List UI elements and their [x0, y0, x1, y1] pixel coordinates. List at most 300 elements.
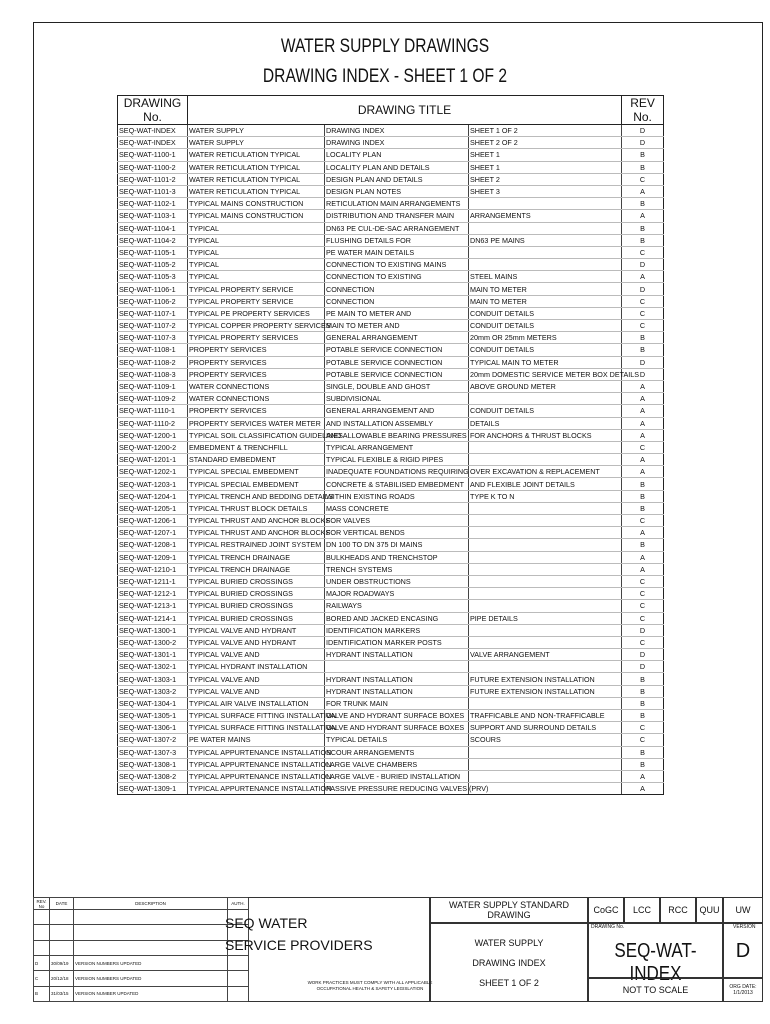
drawing-number: SEQ-WAT-1304-1	[118, 697, 188, 709]
title-part-1: TYPICAL COPPER PROPERTY SERVICES	[189, 321, 331, 331]
title-part-3: CONDUIT DETAILS	[469, 344, 622, 356]
title-part-1: TYPICAL TRENCH DRAINAGE	[188, 563, 325, 575]
lcc-cell: LCC	[624, 897, 660, 923]
drawing-number: SEQ-WAT-1105-1	[118, 246, 188, 258]
title-part-2: GENERAL ARRANGEMENT	[325, 332, 469, 344]
table-row	[118, 356, 664, 368]
title-part-3: TYPE K TO N	[469, 490, 622, 502]
drawing-number: SEQ-WAT-1100-2	[118, 161, 188, 173]
table-row	[118, 283, 664, 295]
table-row	[118, 222, 664, 234]
title-part-2: DN63 PE CUL-DE-SAC ARRANGEMENT	[325, 222, 469, 234]
drawing-number: SEQ-WAT-1307-2	[118, 734, 188, 746]
title-part-3	[469, 454, 622, 466]
title-part-2: POTABLE SERVICE CONNECTION	[325, 344, 469, 356]
title-part-3: SHEET 2 OF 2	[469, 137, 622, 149]
title-part-3	[469, 746, 622, 758]
table-header	[118, 96, 664, 125]
title-part-3	[469, 441, 622, 453]
revision: A	[622, 466, 664, 478]
revision: D	[622, 368, 664, 380]
table-row	[118, 490, 664, 502]
revision: B	[622, 222, 664, 234]
sheet-subtitle: DRAWING INDEX - SHEET 1 OF 2	[262, 66, 508, 87]
title-part-1: TYPICAL VALVE AND	[188, 649, 325, 661]
title-part-3: 20mm OR 25mm METERS	[469, 332, 622, 344]
table-row	[118, 259, 664, 271]
revision: B	[622, 758, 664, 770]
title-part-3: SHEET 1	[469, 149, 622, 161]
revision: B	[622, 697, 664, 709]
header-drawing-title: DRAWING TITLE	[188, 96, 622, 125]
title-part-1: TYPICAL APPURTENANCE INSTALLATION	[189, 772, 332, 782]
title-part-3	[469, 563, 622, 575]
table-row	[118, 173, 664, 185]
title-part-2: TYPICAL FLEXIBLE & RIGID PIPES	[325, 454, 469, 466]
title-part-2: MAIN TO METER AND	[325, 320, 469, 332]
revision: C	[622, 173, 664, 185]
title-part-2: FOR VALVES	[325, 515, 469, 527]
revision: C	[622, 575, 664, 587]
title-part-3: FOR ANCHORS & THRUST BLOCKS	[469, 429, 622, 441]
table-row	[118, 612, 664, 624]
title-part-1: TYPICAL PE PROPERTY SERVICES	[188, 307, 325, 319]
title-part-2: RAILWAYS	[325, 600, 469, 612]
title-part-3: TRAFFICABLE AND NON-TRAFFICABLE	[469, 710, 622, 722]
title-part-2: DESIGN PLAN AND DETAILS	[325, 173, 469, 185]
title-part-3	[469, 600, 622, 612]
drawing-number: SEQ-WAT-1108-2	[118, 356, 188, 368]
title-part-3: PIPE DETAILS	[469, 612, 622, 624]
revision: D	[622, 661, 664, 673]
title-part-1: TYPICAL	[188, 234, 325, 246]
title-part-1: TYPICAL RESTRAINED JOINT SYSTEM	[188, 539, 325, 551]
title-part-3: MAIN TO METER	[469, 295, 622, 307]
drawing-number: SEQ-WAT-1205-1	[118, 502, 188, 514]
table-row	[118, 441, 664, 453]
title-part-3	[469, 515, 622, 527]
title-part-2: AND ALLOWABLE BEARING PRESSURES	[326, 430, 467, 440]
title-part-3	[469, 697, 622, 709]
title-part-2: CONNECTION	[325, 283, 469, 295]
title-part-2: POTABLE SERVICE CONNECTION	[325, 356, 469, 368]
title-part-3: OVER EXCAVATION & REPLACEMENT	[469, 466, 622, 478]
drawing-index-table	[117, 95, 664, 795]
revision: D	[622, 283, 664, 295]
title-part-3: FUTURE EXTENSION INSTALLATION	[469, 673, 622, 685]
drawing-number: SEQ-WAT-1104-2	[118, 234, 188, 246]
revision: D	[622, 125, 664, 137]
org-date-cell	[723, 978, 763, 1002]
table-row	[118, 332, 664, 344]
table-row	[118, 137, 664, 149]
drawing-number: SEQ-WAT-1210-1	[118, 563, 188, 575]
title-part-3: SHEET 1 OF 2	[469, 125, 622, 137]
title-part-1: WATER RETICULATION TYPICAL	[188, 185, 325, 197]
uw-cell: UW	[723, 897, 763, 923]
title-part-1: WATER CONNECTIONS	[188, 393, 325, 405]
table-row	[118, 746, 664, 758]
revision: B	[622, 746, 664, 758]
title-part-3: STEEL MAINS	[469, 271, 622, 283]
drawing-number: SEQ-WAT-1209-1	[118, 551, 188, 563]
title-part-2: PE MAIN TO METER AND	[325, 307, 469, 319]
table-row	[118, 234, 664, 246]
title-part-1: TYPICAL VALVE AND HYDRANT	[188, 636, 325, 648]
title-part-1: TYPICAL PROPERTY SERVICE	[188, 283, 325, 295]
title-part-1: STANDARD EMBEDMENT	[188, 454, 325, 466]
drawing-number: SEQ-WAT-1102-1	[118, 198, 188, 210]
revision: B	[622, 502, 664, 514]
title-part-2: DISTRIBUTION AND TRANSFER MAIN	[325, 210, 469, 222]
revision: B	[622, 490, 664, 502]
title-part-3: MAIN TO METER	[469, 283, 622, 295]
revision: B	[622, 332, 664, 344]
drawing-number: SEQ-WAT-INDEX	[614, 940, 697, 985]
title-part-1: TYPICAL AIR VALVE INSTALLATION	[188, 697, 325, 709]
title-part-3: AND FLEXIBLE JOINT DETAILS	[469, 478, 622, 490]
table-row	[118, 661, 664, 673]
title-part-2: FOR TRUNK MAIN	[325, 697, 469, 709]
title-part-3	[469, 259, 622, 271]
title-part-2: IDENTIFICATION MARKER POSTS	[325, 636, 469, 648]
revision: C	[622, 515, 664, 527]
table-row	[118, 454, 664, 466]
revision: A	[622, 527, 664, 539]
drawing-number: SEQ-WAT-1211-1	[118, 575, 188, 587]
title-part-2: IDENTIFICATION MARKERS	[325, 624, 469, 636]
drawing-number: SEQ-WAT-1303-1	[118, 673, 188, 685]
drawing-number: SEQ-WAT-1300-1	[118, 624, 188, 636]
org-line-1: SEQ WATER	[225, 915, 308, 931]
drawing-number: SEQ-WAT-1109-2	[118, 393, 188, 405]
drawing-number: SEQ-WAT-1103-1	[118, 210, 188, 222]
title-part-2: PE WATER MAIN DETAILS	[325, 246, 469, 258]
title-part-3: SHEET 3	[469, 185, 622, 197]
drawing-number: SEQ-WAT-1207-1	[118, 527, 188, 539]
drawing-number: SEQ-WAT-1302-1	[118, 661, 188, 673]
drawing-number: SEQ-WAT-1204-1	[118, 490, 188, 502]
table-row	[118, 734, 664, 746]
title-part-1: TYPICAL MAINS CONSTRUCTION	[188, 198, 325, 210]
title-part-2: TYPICAL ARRANGEMENT	[325, 441, 469, 453]
title-part-1: TYPICAL BURIED CROSSINGS	[188, 588, 325, 600]
title-part-1: TYPICAL	[188, 271, 325, 283]
title-part-3	[469, 661, 622, 673]
table-row	[118, 758, 664, 770]
drawing-number: SEQ-WAT-1108-1	[118, 344, 188, 356]
title-part-1: TYPICAL VALVE AND HYDRANT	[188, 624, 325, 636]
title-part-1: TYPICAL BURIED CROSSINGS	[188, 575, 325, 587]
table-row	[118, 502, 664, 514]
drawing-number: SEQ-WAT-1212-1	[118, 588, 188, 600]
desc-line-3: SHEET 1 OF 2	[479, 977, 539, 988]
drawing-number: SEQ-WAT-1200-1	[118, 429, 188, 441]
title-part-2: SINGLE, DOUBLE AND GHOST	[325, 380, 469, 392]
revision: A	[622, 563, 664, 575]
table-row	[118, 429, 664, 441]
drawing-number: SEQ-WAT-1108-3	[118, 368, 188, 380]
org-line-2: SERVICE PROVIDERS	[225, 937, 373, 953]
title-part-2: RETICULATION MAIN ARRANGEMENTS	[325, 198, 469, 210]
drawing-number: SEQ-WAT-1214-1	[118, 612, 188, 624]
date-header: DATE	[50, 898, 74, 910]
title-part-3: ABOVE GROUND METER	[469, 380, 622, 392]
title-part-2: TRENCH SYSTEMS	[325, 563, 469, 575]
title-part-3: VALVE ARRANGEMENT	[469, 649, 622, 661]
title-part-1: PROPERTY SERVICES	[188, 368, 325, 380]
table-row	[118, 405, 664, 417]
drawing-number: SEQ-WAT-1308-2	[118, 770, 188, 782]
drawing-number: SEQ-WAT-1309-1	[118, 783, 188, 795]
revision: B	[622, 344, 664, 356]
drawing-number: SEQ-WAT-1106-2	[118, 295, 188, 307]
title-part-3	[469, 551, 622, 563]
drawing-number: SEQ-WAT-1213-1	[118, 600, 188, 612]
title-part-1: TYPICAL PROPERTY SERVICE	[188, 295, 325, 307]
drawing-number: SEQ-WAT-1201-1	[118, 454, 188, 466]
title-part-3: FUTURE EXTENSION INSTALLATION	[469, 685, 622, 697]
revision: D	[622, 356, 664, 368]
title-part-3: SHEET 2	[469, 173, 622, 185]
title-part-3	[469, 222, 622, 234]
title-part-3	[469, 527, 622, 539]
revision-table: REV. No DATE DESCRIPTION AUTH. D 30/09/19 VERSION NUMBERS UPDATED C 20/12/18 VERSION NUMBERS UPDATED B 31/03/15 VERSION NUMBER UPDATED	[33, 897, 249, 1002]
title-part-2: FLUSHING DETAILS FOR	[325, 234, 469, 246]
revision: A	[622, 417, 664, 429]
title-part-2: HYDRANT INSTALLATION	[325, 673, 469, 685]
table-row	[118, 295, 664, 307]
title-part-2: DRAWING INDEX	[325, 137, 469, 149]
safety-note: WORK PRACTICES MUST COMPLY WITH ALL APPLICABLE OCCUPATIONAL HEALTH & SAFETY LEGISLATION	[307, 980, 433, 991]
title-part-1: TYPICAL APPURTENANCE INSTALLATION	[189, 784, 332, 794]
drawing-number: SEQ-WAT-1206-1	[118, 515, 188, 527]
title-part-1: WATER RETICULATION TYPICAL	[188, 149, 325, 161]
table-row	[118, 515, 664, 527]
table-row	[118, 161, 664, 173]
title-part-2: VALVE AND HYDRANT SURFACE BOXES	[325, 710, 469, 722]
revision: C	[622, 246, 664, 258]
table-row	[118, 320, 664, 332]
table-row	[118, 600, 664, 612]
table-row	[118, 246, 664, 258]
scale-cell: NOT TO SCALE	[588, 978, 723, 1002]
table-row	[118, 551, 664, 563]
title-part-3: SUPPORT AND SURROUND DETAILS	[469, 722, 622, 734]
drawing-number: SEQ-WAT-1307-3	[118, 746, 188, 758]
title-part-3: DETAILS	[469, 417, 622, 429]
revision: A	[622, 393, 664, 405]
title-part-1: TYPICAL SURFACE FITTING INSTALLATION	[189, 723, 337, 733]
table-row	[118, 624, 664, 636]
title-part-2	[325, 661, 469, 673]
rcc-cell: RCC	[660, 897, 696, 923]
drawing-number: SEQ-WAT-INDEX	[118, 125, 188, 137]
drawing-number: SEQ-WAT-1107-1	[118, 307, 188, 319]
desc-line-1: WATER SUPPLY	[474, 937, 544, 948]
version-value: D	[735, 940, 751, 962]
title-part-1: TYPICAL	[188, 259, 325, 271]
table-row	[118, 783, 664, 795]
revision: D	[622, 259, 664, 271]
table-row	[118, 685, 664, 697]
title-part-1: TYPICAL BURIED CROSSINGS	[188, 600, 325, 612]
drawing-description	[430, 923, 588, 1002]
table-row	[118, 478, 664, 490]
title-part-2: AND INSTALLATION ASSEMBLY	[325, 417, 469, 429]
title-part-2: FOR VERTICAL BENDS	[325, 527, 469, 539]
table-row	[118, 344, 664, 356]
title-part-2: HYDRANT INSTALLATION	[325, 685, 469, 697]
drawing-number: SEQ-WAT-1101-3	[118, 185, 188, 197]
title-part-1: PROPERTY SERVICES	[188, 356, 325, 368]
title-part-2: HYDRANT INSTALLATION	[325, 649, 469, 661]
rev-no-header: REV. No	[34, 898, 50, 910]
title-part-3	[469, 770, 622, 782]
title-part-2: INADEQUATE FOUNDATIONS REQUIRING	[326, 467, 469, 477]
organisation-name	[225, 915, 373, 959]
drawing-number: SEQ-WAT-1303-2	[118, 685, 188, 697]
title-part-1: WATER RETICULATION TYPICAL	[188, 161, 325, 173]
title-part-3	[469, 783, 622, 795]
drawing-number: SEQ-WAT-1308-1	[118, 758, 188, 770]
org-date-label: ORG DATE:	[729, 984, 757, 990]
title-part-1: TYPICAL THRUST BLOCK DETAILS	[188, 502, 325, 514]
revision: C	[622, 612, 664, 624]
title-part-2: CONCRETE & STABILISED EMBEDMENT	[325, 478, 469, 490]
title-part-1: TYPICAL MAINS CONSTRUCTION	[188, 210, 325, 222]
drawing-number: SEQ-WAT-1202-1	[118, 466, 188, 478]
title-part-3: CONDUIT DETAILS	[469, 320, 622, 332]
drawing-number: SEQ-WAT-1107-2	[118, 320, 188, 332]
auth-header: AUTH.	[228, 898, 249, 910]
title-part-2: DESIGN PLAN NOTES	[325, 185, 469, 197]
revision: A	[622, 185, 664, 197]
title-part-2: BORED AND JACKED ENCASING	[325, 612, 469, 624]
title-part-1: TYPICAL SPECIAL EMBEDMENT	[188, 466, 325, 478]
title-part-1: PROPERTY SERVICES	[188, 344, 325, 356]
title-part-1: TYPICAL SURFACE FITTING INSTALLATION	[189, 711, 337, 721]
title-part-2: BULKHEADS AND TRENCHSTOP	[325, 551, 469, 563]
title-part-1: WATER SUPPLY	[188, 125, 325, 137]
drawing-number: SEQ-WAT-1101-2	[118, 173, 188, 185]
table-row	[118, 527, 664, 539]
revision: A	[622, 405, 664, 417]
revision: A	[622, 783, 664, 795]
revision: C	[622, 295, 664, 307]
revision: C	[622, 320, 664, 332]
title-part-2: TYPICAL DETAILS	[325, 734, 469, 746]
title-part-3: SCOURS	[469, 734, 622, 746]
table-row	[118, 636, 664, 648]
title-part-1: TYPICAL SOIL CLASSIFICATION GUIDELINES	[189, 430, 343, 440]
title-part-1: PROPERTY SERVICES WATER METER	[188, 417, 325, 429]
drawing-number: SEQ-WAT-1107-3	[118, 332, 188, 344]
revision: B	[622, 685, 664, 697]
title-part-2: WITHIN EXISTING ROADS	[325, 490, 469, 502]
title-part-2: DRAWING INDEX	[325, 125, 469, 137]
revision: B	[622, 198, 664, 210]
drawing-number: SEQ-WAT-1300-2	[118, 636, 188, 648]
title-part-3: ARRANGEMENTS	[469, 210, 622, 222]
title-part-3	[469, 636, 622, 648]
title-part-3: CONDUIT DETAILS	[469, 405, 622, 417]
table-row	[118, 393, 664, 405]
drawing-number: SEQ-WAT-1100-1	[118, 149, 188, 161]
revision: A	[622, 380, 664, 392]
revision: B	[622, 478, 664, 490]
revision: C	[622, 734, 664, 746]
title-part-1: TYPICAL	[188, 246, 325, 258]
drawing-number: SEQ-WAT-1306-1	[118, 722, 188, 734]
table-row	[118, 575, 664, 587]
table-row	[118, 539, 664, 551]
title-part-3	[469, 393, 622, 405]
revision: A	[622, 271, 664, 283]
revision: A	[622, 454, 664, 466]
revision: C	[622, 441, 664, 453]
title-part-3: DN63 PE MAINS	[469, 234, 622, 246]
table-row	[118, 466, 664, 478]
title-part-1: PE WATER MAINS	[188, 734, 325, 746]
title-part-3	[469, 198, 622, 210]
drawing-number: SEQ-WAT-1200-2	[118, 441, 188, 453]
title-part-2: LARGE VALVE - BURIED INSTALLATION	[325, 770, 469, 782]
table-row	[118, 563, 664, 575]
drawing-no-label: DRAWING No.	[591, 924, 625, 930]
title-part-2: CONNECTION TO EXISTING	[325, 271, 469, 283]
revision: B	[622, 149, 664, 161]
table-row	[118, 307, 664, 319]
drawing-number: SEQ-WAT-1203-1	[118, 478, 188, 490]
title-part-2: SCOUR ARRANGEMENTS	[325, 746, 469, 758]
title-part-1: TYPICAL VALVE AND	[188, 685, 325, 697]
table-row	[118, 673, 664, 685]
title-part-3	[469, 246, 622, 258]
table-row	[118, 368, 664, 380]
title-part-3	[469, 624, 622, 636]
revision: C	[622, 722, 664, 734]
revision: C	[622, 307, 664, 319]
title-part-1: WATER SUPPLY	[188, 137, 325, 149]
table-row	[118, 380, 664, 392]
title-part-3	[469, 758, 622, 770]
drawing-number: SEQ-WAT-1305-1	[118, 710, 188, 722]
revision: A	[622, 770, 664, 782]
desc-line-2: DRAWING INDEX	[472, 957, 546, 968]
table-row	[118, 125, 664, 137]
title-part-1: TYPICAL TRENCH AND BEDDING DETAILS	[189, 491, 334, 501]
title-part-1: WATER RETICULATION TYPICAL	[188, 173, 325, 185]
table-row	[118, 649, 664, 661]
revision: B	[622, 161, 664, 173]
table-row	[118, 185, 664, 197]
title-part-1: EMBEDMENT & TRENCHFILL	[188, 441, 325, 453]
title-part-2: LOCALITY PLAN AND DETAILS	[325, 161, 469, 173]
table-row	[118, 271, 664, 283]
title-part-2: LARGE VALVE CHAMBERS	[325, 758, 469, 770]
revision: D	[622, 649, 664, 661]
title-part-2: GENERAL ARRANGEMENT AND	[325, 405, 469, 417]
revision: C	[622, 600, 664, 612]
title-part-1: TYPICAL PROPERTY SERVICES	[188, 332, 325, 344]
revision: B	[622, 673, 664, 685]
org-date-value: 1/1/2013	[733, 990, 753, 996]
drawing-number: SEQ-WAT-1110-1	[118, 405, 188, 417]
drawing-number: SEQ-WAT-1208-1	[118, 539, 188, 551]
title-part-1: PROPERTY SERVICES	[188, 405, 325, 417]
table-row	[118, 210, 664, 222]
